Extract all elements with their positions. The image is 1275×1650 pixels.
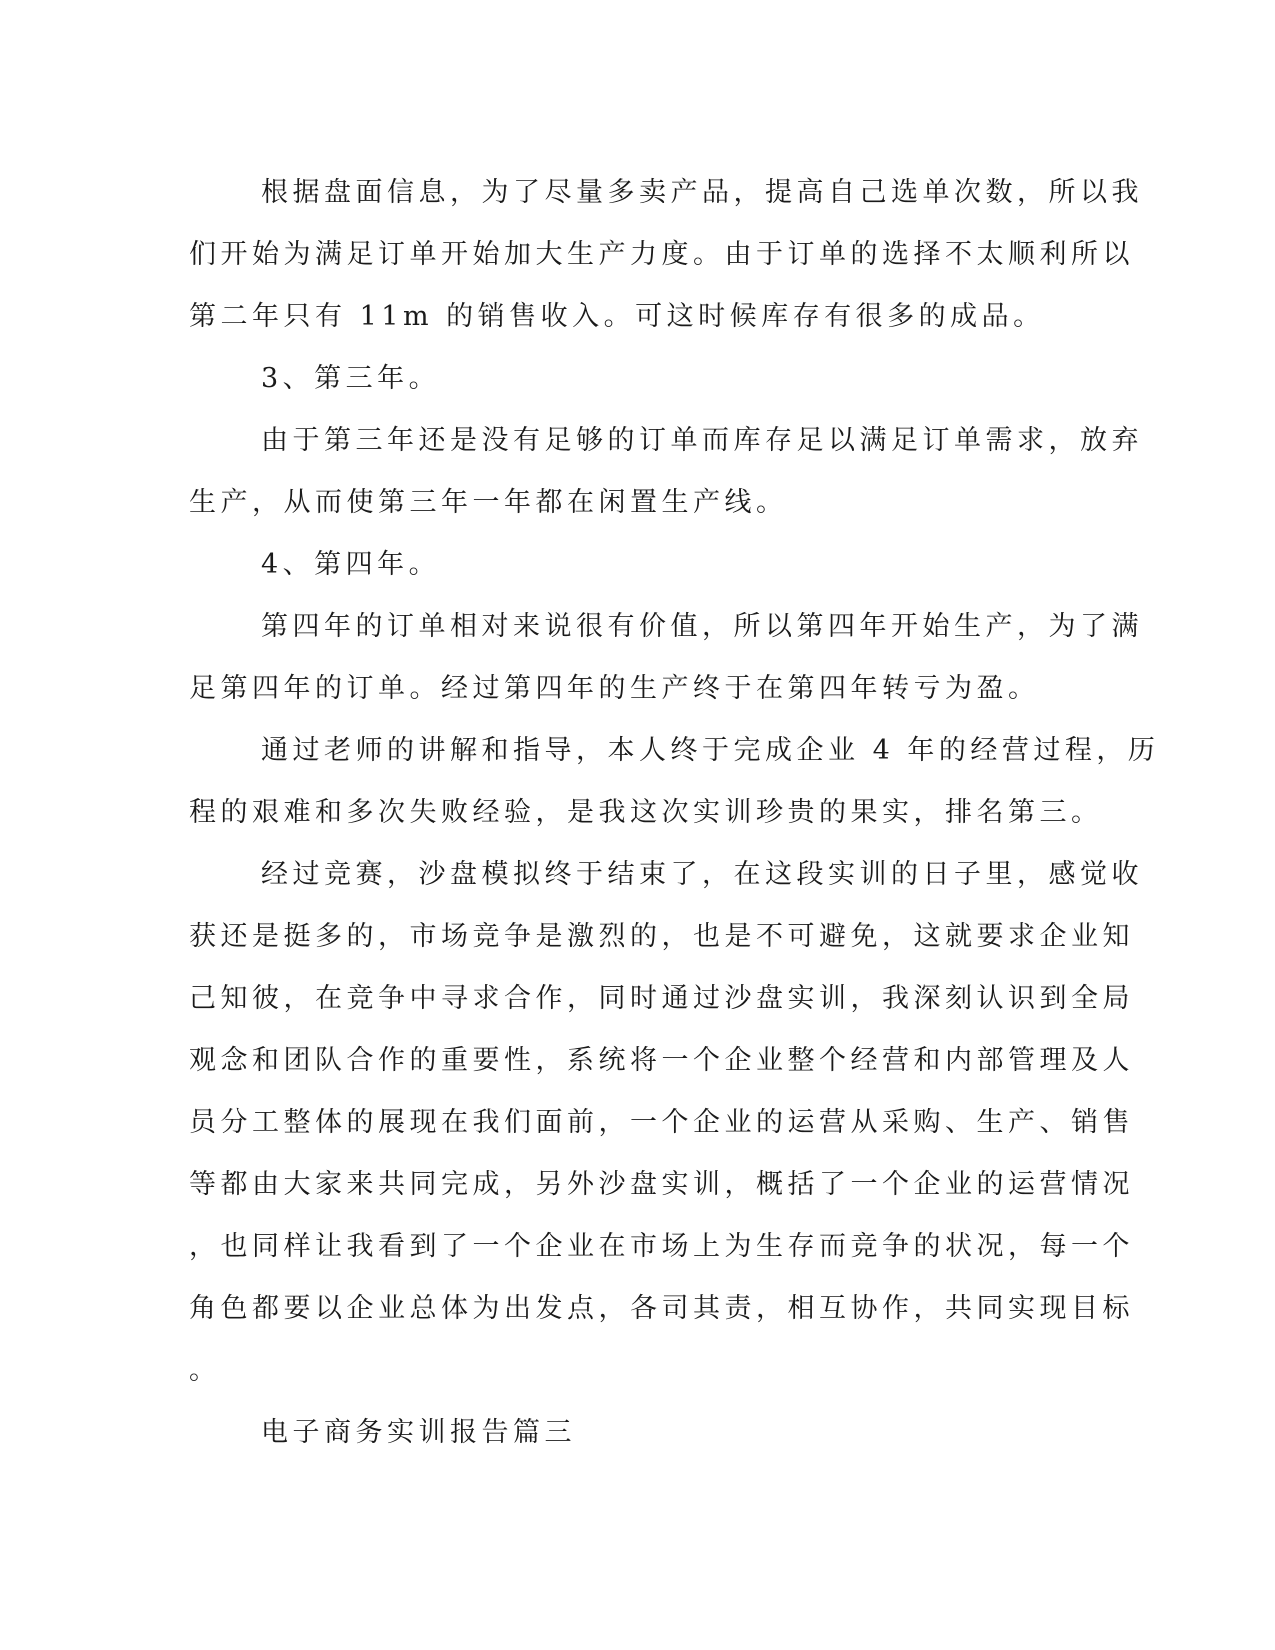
text-line: 。 [189, 1355, 221, 1386]
text-line: 第四年的订单相对来说很有价值，所以第四年开始生产，为了满 [261, 611, 1143, 642]
paragraph-year-two [189, 162, 1143, 348]
paragraph-reflection [189, 844, 1143, 1402]
text-line: 观念和团队合作的重要性，系统将一个企业整个经营和内部管理及人 [189, 1045, 1134, 1076]
text-line: 通过老师的讲解和指导，本人终于完成企业 4 年的经营过程，历 [261, 735, 1160, 766]
section-title-part-three [189, 1402, 1089, 1464]
heading-year-three [189, 348, 1089, 410]
text-line: 们开始为满足订单开始加大生产力度。由于订单的选择不太顺利所以 [189, 239, 1134, 270]
text-line: 经过竞赛，沙盘模拟终于结束了，在这段实训的日子里，感觉收 [261, 859, 1143, 890]
heading-year-four [189, 534, 1089, 596]
text-line: 生产，从而使第三年一年都在闲置生产线。 [189, 487, 788, 518]
text-line: 等都由大家来共同完成，另外沙盘实训，概括了一个企业的运营情况 [189, 1169, 1134, 1200]
text-line: 根据盘面信息，为了尽量多卖产品，提高自己选单次数，所以我 [261, 177, 1143, 208]
text-line: 角色都要以企业总体为出发点，各司其责，相互协作，共同实现目标 [189, 1293, 1134, 1324]
text-line: 足第四年的订单。经过第四年的生产终于在第四年转亏为盈。 [189, 673, 1040, 704]
paragraph-summary [189, 720, 1160, 844]
text-line: 获还是挺多的，市场竞争是激烈的，也是不可避免，这就要求企业知 [189, 921, 1134, 952]
heading-text: 4、第四年。 [261, 549, 441, 580]
document-body [189, 162, 1160, 1464]
text-line: 由于第三年还是没有足够的订单而库存足以满足订单需求，放弃 [261, 425, 1143, 456]
heading-text: 3、第三年。 [261, 363, 441, 394]
text-line: 己知彼，在竞争中寻求合作，同时通过沙盘实训，我深刻认识到全局 [189, 983, 1134, 1014]
paragraph-year-four [189, 596, 1143, 720]
section-title-text: 电子商务实训报告篇三 [261, 1417, 576, 1448]
text-line: 第二年只有 11m 的销售收入。可这时候库存有很多的成品。 [189, 301, 1045, 332]
paragraph-year-three [189, 410, 1143, 534]
text-line: 程的艰难和多次失败经验，是我这次实训珍贵的果实，排名第三。 [189, 797, 1103, 828]
text-line: ，也同样让我看到了一个企业在市场上为生存而竞争的状况，每一个 [189, 1231, 1134, 1262]
text-line: 员分工整体的展现在我们面前，一个企业的运营从采购、生产、销售 [189, 1107, 1134, 1138]
